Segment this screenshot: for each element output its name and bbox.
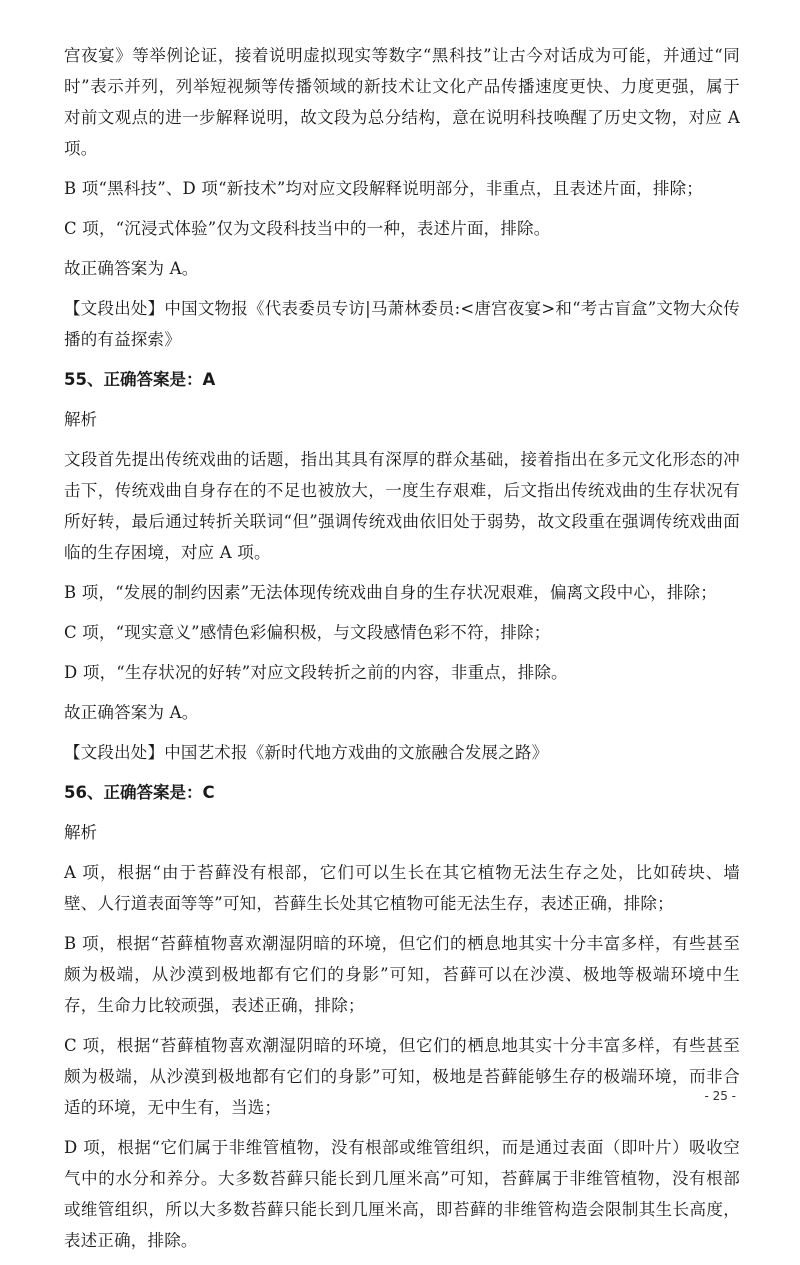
para-option-b-56: B 项，根据“苔藓植物喜欢潮湿阴暗的环境，但它们的栖息地其实十分丰富多样，有些甚至颇为极端，从沙漠到极地都有它们的身影”可知，苔藓可以在沙漠、极地等极端环境中生存，生命力比较顽强，表述正确，排除； <box>64 934 740 1015</box>
para-option-d-56: D 项，根据“它们属于非维管植物，没有根部或维管组织，而是通过表面（即叶片）吸收空气中的水分和养分。大多数苔藓只能长到几厘米高”可知，苔藓属于非维管植物，没有根部或维管组织，所以大多数苔藓只能长到几厘米高，即苔藓的非维管构造会限制其生长高度，表述正确，排除。 <box>64 1138 740 1250</box>
para-answer-55: 故正确答案为 A。 <box>64 703 199 722</box>
page-number: - 25 - <box>704 1089 736 1103</box>
para-analysis-55: 文段首先提出传统戏曲的话题，指出其具有深厚的群众基础，接着指出在多元文化形态的冲击下，传统戏曲自身存在的不足也被放大，一度生存艰难，后文指出传统戏曲的生存状况有所好转，最后通过转折关联词“但”强调传统戏曲依旧处于弱势，故文段重在强调传统戏曲面临的生存困境，对应 A 项。 <box>64 450 740 562</box>
para-option-c-55: C 项，“现实意义”感情色彩偏积极，与文段感情色彩不符，排除； <box>64 623 551 642</box>
analysis-label-56: 解析 <box>64 823 97 842</box>
para-intro-continued: 宫夜宴》等举例论证，接着说明虚拟现实等数字“黑科技”让古今对话成为可能，并通过“同时”表示并列，列举短视频等传播领域的新技术让文化产品传播速度更快、力度更强，属于对前文观点的进一步解释说明，故文段为总分结构，意在说明科技唤醒了历史文物，对应 A 项。 <box>64 46 740 158</box>
para-answer-54: 故正确答案为 A。 <box>64 259 199 278</box>
para-option-a-56: A 项，根据“由于苔藓没有根部，它们可以生长在其它植物无法生存之处，比如砖块、墙壁、人行道表面等等”可知，苔藓生长处其它植物可能无法生存，表述正确，排除； <box>64 863 740 913</box>
para-source-55: 【文段出处】中国艺术报《新时代地方戏曲的文旅融合发展之路》 <box>64 743 549 762</box>
para-option-c-54: C 项，“沉浸式体验”仅为文段科技当中的一种，表述片面，排除。 <box>64 219 551 238</box>
para-option-c-56: C 项，根据“苔藓植物喜欢潮湿阴暗的环境，但它们的栖息地其实十分丰富多样，有些甚至颇为极端，从沙漠到极地都有它们的身影”可知，极地是苔藓能够生存的极端环境，而非合适的环境，无中生有，当选； <box>64 1036 740 1117</box>
para-source-54: 【文段出处】中国文物报《代表委员专访|马萧林委员:<唐宫夜宴>和“考古盲盒”文物大众传播的有益探索》 <box>64 299 740 349</box>
analysis-label-55: 解析 <box>64 410 97 429</box>
question-56-heading: 56、正确答案是：C <box>64 783 215 802</box>
question-55-heading: 55、正确答案是：A <box>64 370 216 389</box>
para-option-b-d-54: B 项“黑科技”、D 项“新技术”均对应文段解释说明部分，非重点，且表述片面，排除； <box>64 179 703 198</box>
para-option-d-55: D 项，“生存状况的好转”对应文段转折之前的内容，非重点，排除。 <box>64 663 568 682</box>
para-option-b-55: B 项，“发展的制约因素”无法体现传统戏曲自身的生存状况艰难，偏离文段中心，排除； <box>64 583 717 602</box>
document-page <box>64 40 740 1265</box>
